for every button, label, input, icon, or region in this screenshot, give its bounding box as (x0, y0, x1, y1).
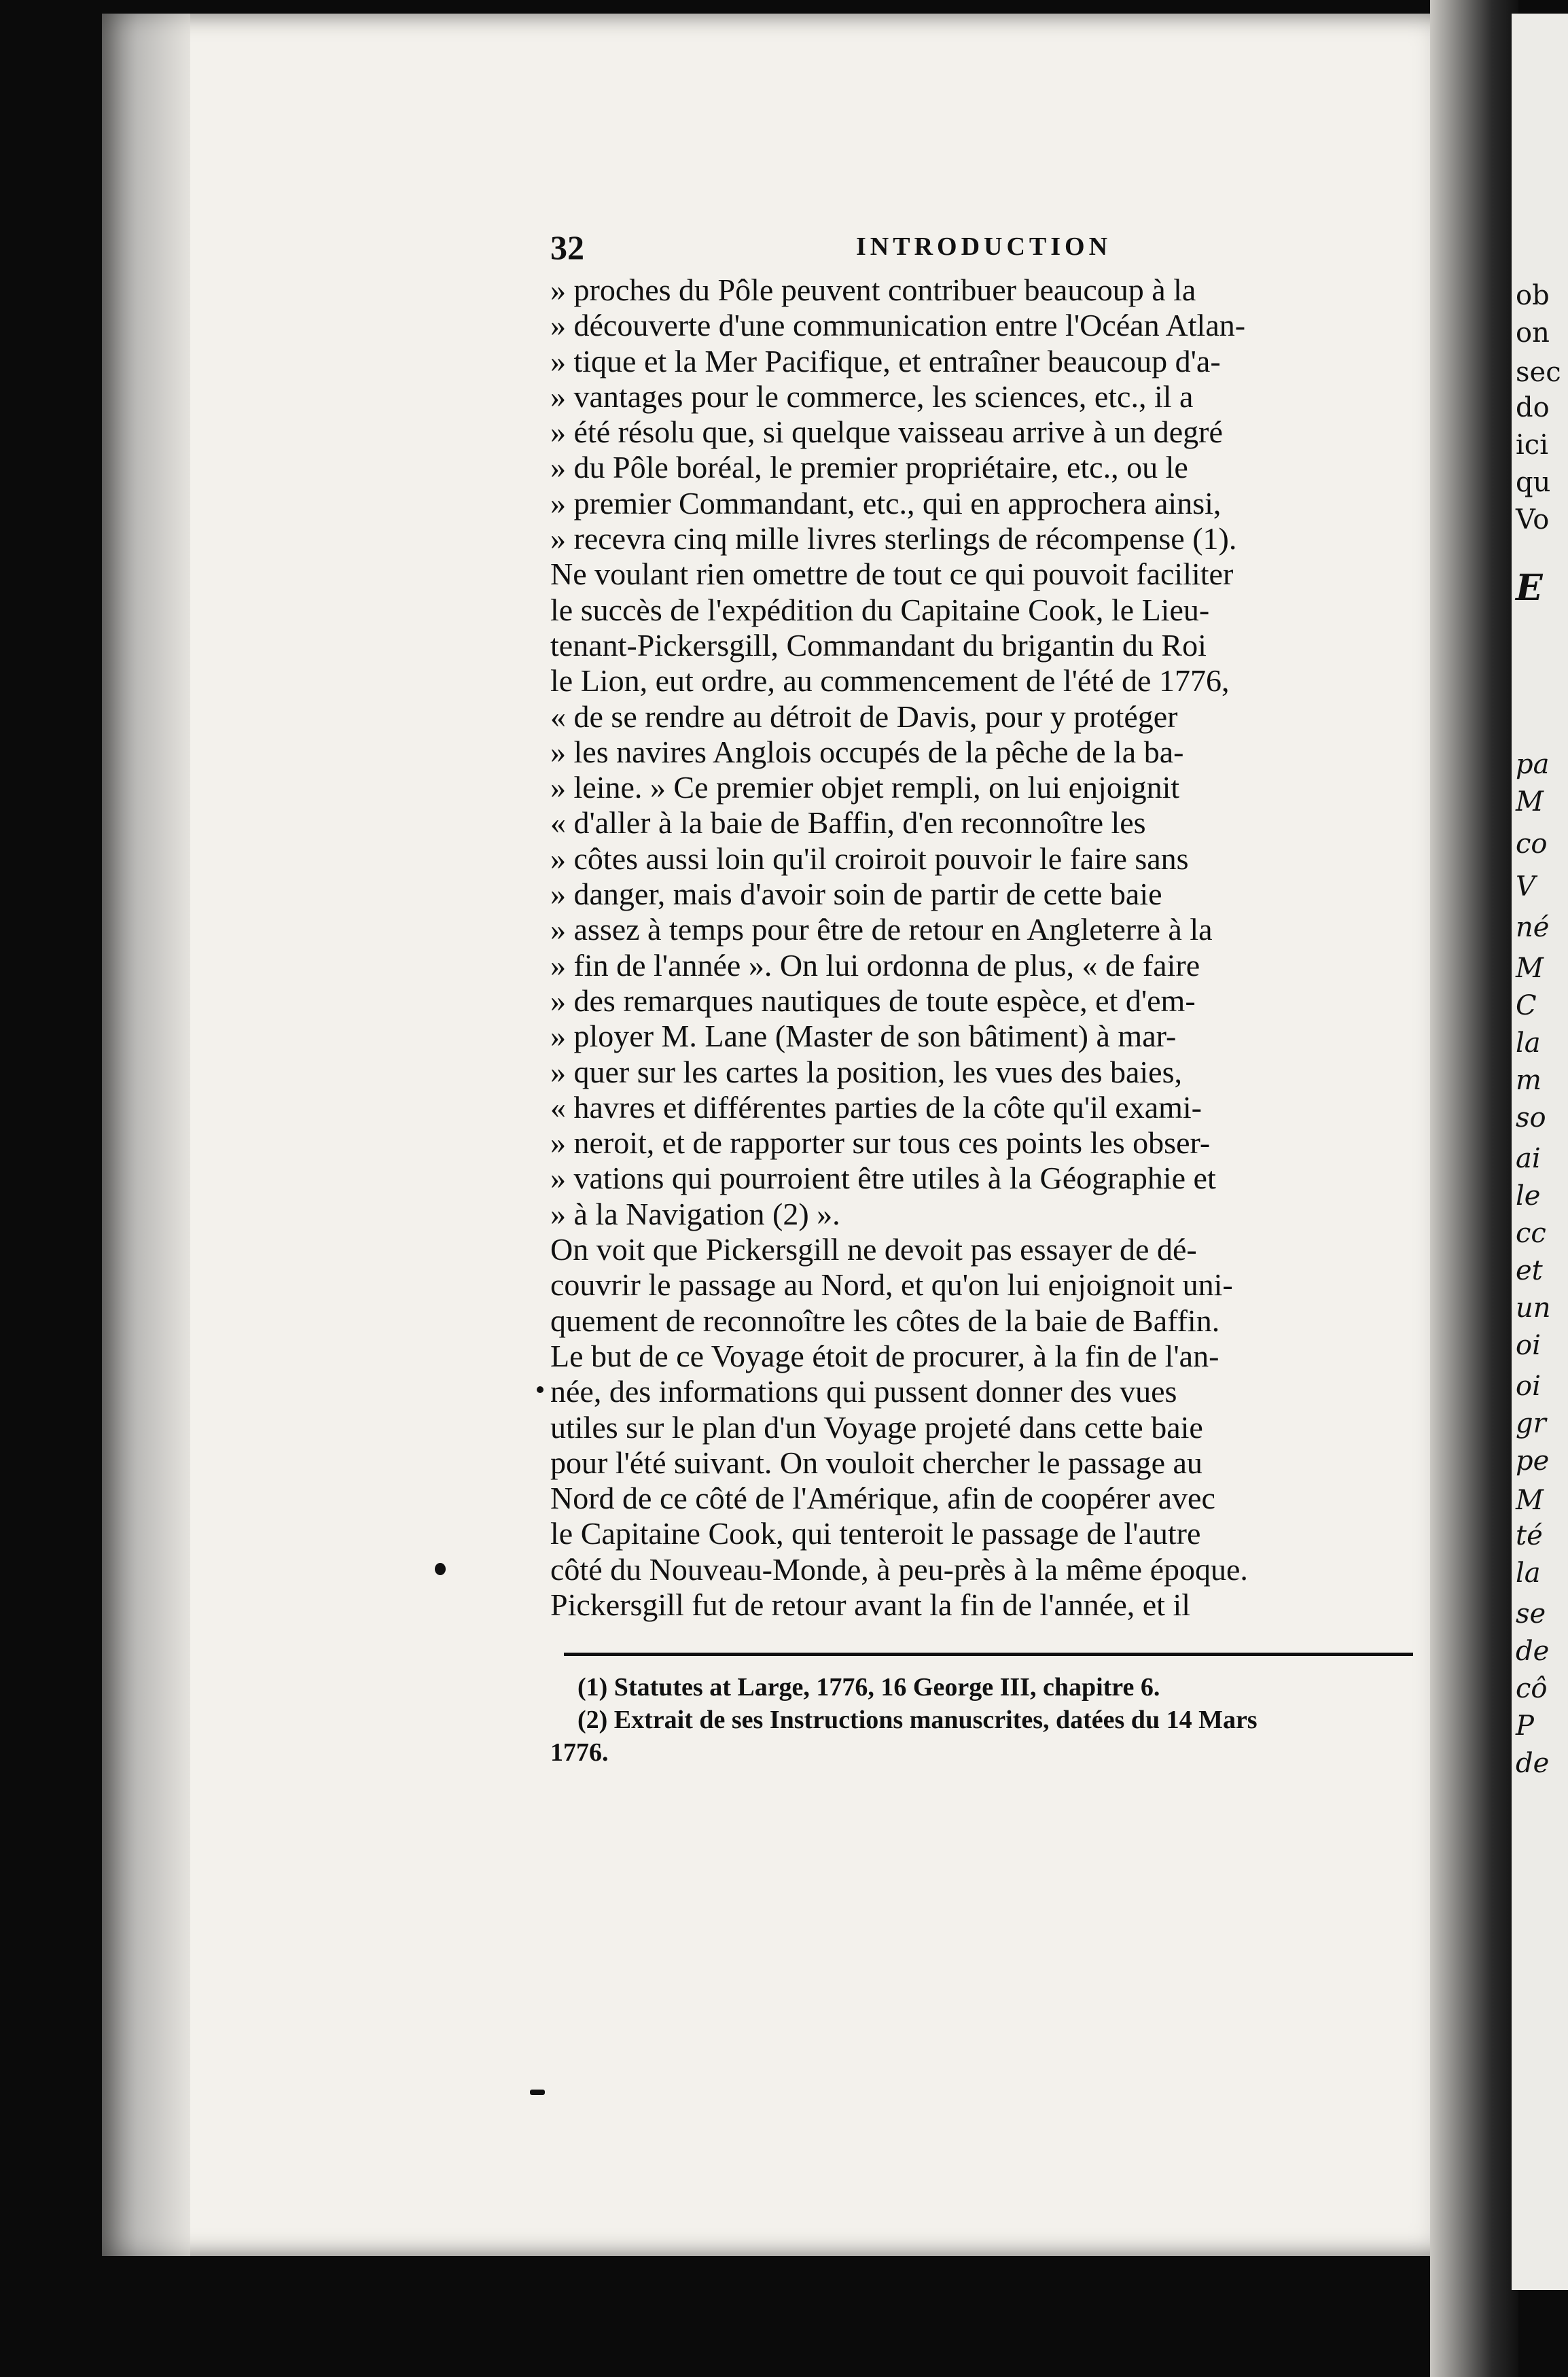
book-spine-shadow (1430, 0, 1518, 2377)
text-line: Le but de ce Voyage étoit de procurer, à la fin de l'an- (550, 1338, 1219, 1373)
text-line: née, des informations qui pussent donner des vues (550, 1374, 1177, 1409)
text-line: » à la Navigation (2) ». (550, 1196, 840, 1231)
text-line: » proches du Pôle peuvent contribuer beaucoup à la (550, 272, 1196, 307)
text-line: « havres et différentes parties de la côte qu'il exami- (550, 1089, 1202, 1125)
next-page-text: le (1516, 1180, 1541, 1212)
text-line: quement de reconnoître les côtes de la baie de Baffin. (550, 1303, 1220, 1338)
text-line: côté du Nouveau-Monde, à peu-près à la même époque. (550, 1551, 1248, 1587)
text-line: » leine. » Ce premier objet rempli, on lui enjoignit (550, 770, 1180, 805)
running-head: INTRODUCTION (856, 232, 1112, 261)
text-line: » tique et la Mer Pacifique, et entraîner beaucoup d'a- (550, 343, 1221, 378)
text-line: utiles sur le plan d'un Voyage projeté dans cette baie (550, 1409, 1203, 1445)
next-page-text: M (1516, 786, 1544, 817)
text-line: » neroit, et de rapporter sur tous ces points les obser- (550, 1125, 1211, 1161)
next-page-text: E (1516, 567, 1543, 609)
next-page-text: V (1516, 871, 1535, 902)
next-page-text: et (1516, 1255, 1543, 1286)
next-page-text: M (1516, 953, 1544, 984)
next-page-text: oi (1516, 1371, 1541, 1402)
text-line: » quer sur les cartes la position, les vues des baies, (550, 1054, 1182, 1089)
next-page-text: Vo (1516, 504, 1550, 535)
text-line: » vations qui pourroient être utiles à la Géographie et (550, 1161, 1216, 1196)
next-page-text: qu (1516, 467, 1551, 498)
text-line: » premier Commandant, etc., qui en approchera ainsi, (550, 485, 1222, 521)
next-page-text: pa (1516, 749, 1550, 780)
adjacent-page-fragment (1512, 14, 1568, 2290)
footnote-rule (564, 1653, 1413, 1656)
footnote-line: (1) Statutes at Large, 1776, 16 George III, chapitre 6. (577, 1673, 1160, 1702)
scan-speck (530, 2090, 545, 2095)
text-line: le Lion, eut ordre, au commencement de l'été de 1776, (550, 663, 1230, 699)
next-page-text: cc (1516, 1218, 1546, 1249)
next-page-text: la (1516, 1027, 1541, 1059)
next-page-text: de (1516, 1748, 1550, 1779)
next-page-text: P (1516, 1710, 1534, 1742)
scan-speck (537, 1386, 544, 1393)
page-header (550, 228, 1425, 268)
text-line: On voit que Pickersgill ne devoit pas essayer de dé- (550, 1232, 1197, 1267)
page-number: 32 (550, 228, 584, 266)
page-gutter-shadow (102, 14, 190, 2256)
next-page-text: on (1516, 317, 1550, 349)
next-page-text: M (1516, 1485, 1544, 1516)
text-line: Pickersgill fut de retour avant la fin de l'année, et il (550, 1587, 1191, 1622)
text-line: » fin de l'année ». On lui ordonna de plus, « de faire (550, 947, 1200, 983)
next-page-text: la (1516, 1557, 1541, 1589)
text-line: tenant-Pickersgill, Commandant du brigantin du Roi (550, 627, 1207, 663)
next-page-text: gr (1516, 1408, 1546, 1439)
page-text-block (550, 228, 1425, 1769)
body-text (550, 272, 1425, 1623)
next-page-text: se (1516, 1598, 1546, 1630)
text-line: » recevra cinq mille livres sterlings de récompense (1). (550, 521, 1237, 557)
next-page-text: C (1516, 990, 1537, 1021)
text-line: » assez à temps pour être de retour en Angleterre à la (550, 912, 1213, 947)
text-line: » danger, mais d'avoir soin de partir de cette baie (550, 877, 1162, 912)
next-page-text: ici (1516, 429, 1548, 461)
next-page-text: so (1516, 1102, 1546, 1133)
next-page-text: co (1516, 828, 1548, 860)
next-page-text: m (1516, 1065, 1542, 1096)
next-page-text: né (1516, 912, 1550, 943)
text-line: » été résolu que, si quelque vaisseau arrive à un degré (550, 415, 1223, 450)
text-line: » les navires Anglois occupés de la pêche de la ba- (550, 734, 1184, 769)
text-line: » du Pôle boréal, le premier propriétaire, etc., ou le (550, 450, 1188, 485)
footnotes (550, 1671, 1425, 1769)
text-line: le Capitaine Cook, qui tenteroit le passage de l'autre (550, 1516, 1201, 1551)
next-page-text: oi (1516, 1330, 1541, 1361)
text-line: » vantages pour le commerce, les sciences, etc., il a (550, 378, 1194, 414)
text-line: « de se rendre au détroit de Davis, pour y protéger (550, 699, 1178, 734)
text-line: couvrir le passage au Nord, et qu'on lui enjoignoit uni- (550, 1267, 1233, 1303)
next-page-text: ai (1516, 1143, 1541, 1174)
text-line: pour l'été suivant. On vouloit chercher le passage au (550, 1445, 1202, 1480)
text-line: » des remarques nautiques de toute espèce, et d'em- (550, 983, 1196, 1018)
next-page-text: té (1516, 1520, 1543, 1551)
text-line: « d'aller à la baie de Baffin, d'en reconnoître les (550, 805, 1146, 841)
next-page-text: pe (1516, 1445, 1550, 1477)
next-page-text: de (1516, 1636, 1550, 1667)
next-page-text: un (1516, 1292, 1551, 1324)
text-line: » découverte d'une communication entre l'Océan Atlan- (550, 308, 1246, 343)
next-page-text: cô (1516, 1673, 1548, 1704)
next-page-text: ob (1516, 280, 1550, 311)
footnote-line: 1776. (550, 1738, 609, 1767)
next-page-text: sec (1516, 357, 1561, 388)
text-line: Nord de ce côté de l'Amérique, afin de coopérer avec (550, 1481, 1215, 1516)
scan-speck (435, 1563, 446, 1575)
text-line: » côtes aussi loin qu'il croiroit pouvoir le faire sans (550, 841, 1189, 876)
text-line: » ployer M. Lane (Master de son bâtiment) à mar- (550, 1019, 1177, 1054)
footnote-line: (2) Extrait de ses Instructions manuscrites, datées du 14 Mars (577, 1706, 1258, 1735)
text-line: Ne voulant rien omettre de tout ce qui pouvoit faciliter (550, 557, 1234, 592)
next-page-text: do (1516, 392, 1550, 423)
text-line: le succès de l'expédition du Capitaine Cook, le Lieu- (550, 592, 1210, 627)
